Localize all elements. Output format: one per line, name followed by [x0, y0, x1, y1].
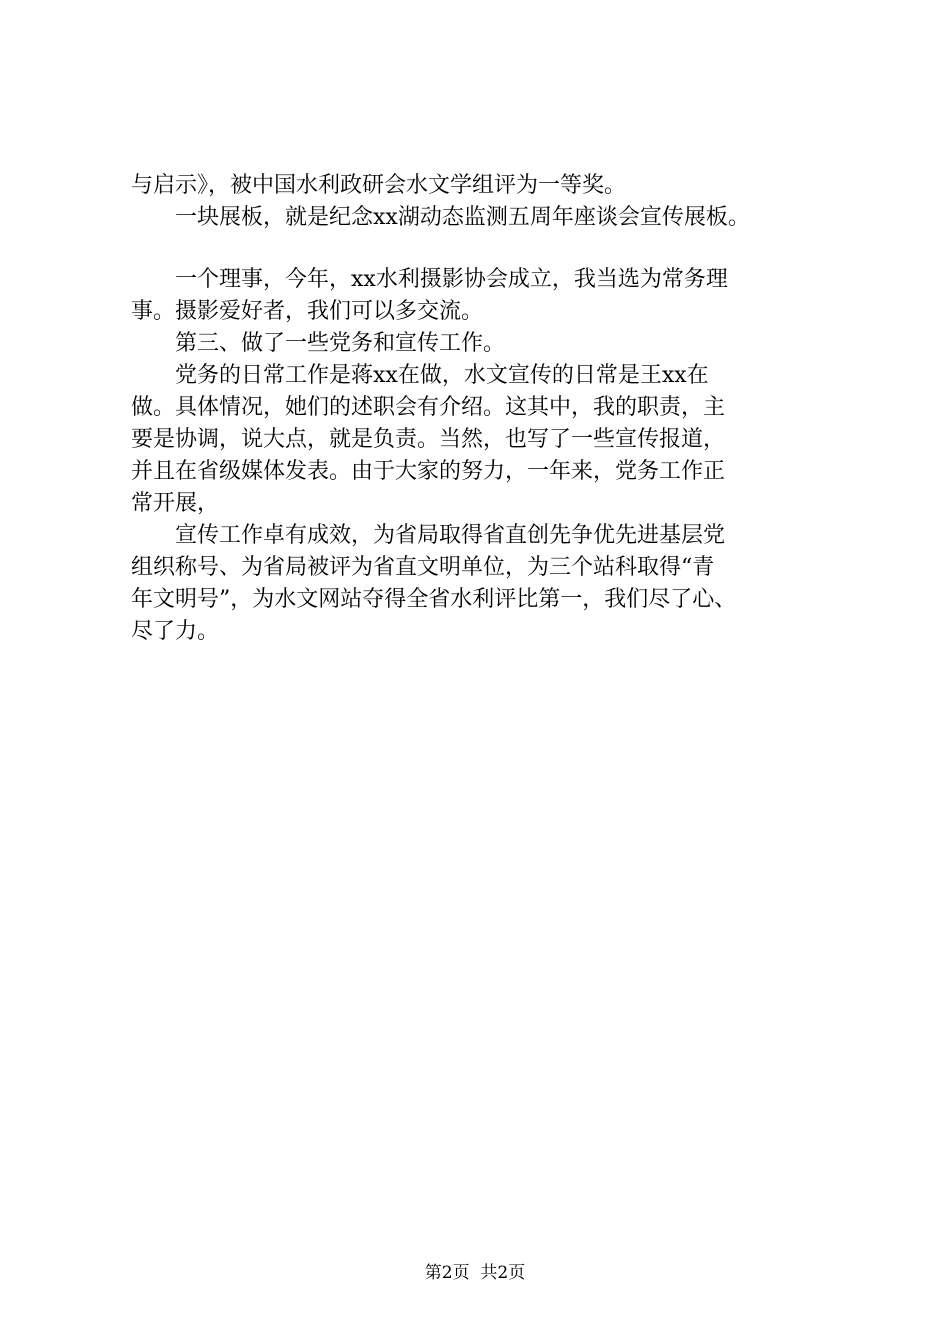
text-line: 第三、做了一些党务和宣传工作。: [131, 331, 506, 356]
text-line: 常开展，: [131, 491, 220, 516]
text-line: 要是协调，说大点，就是负责。当然，也写了一些宣传报道，: [131, 427, 726, 452]
text-line: 年文明号”，为水文网站夺得全省水利评比第一，我们尽了心、: [131, 587, 737, 612]
text-line: 事。摄影爱好者，我们可以多交流。: [131, 299, 484, 324]
text-line: 与启示》，被中国水利政研会水文学组评为一等奖。: [131, 173, 627, 198]
body-text: [131, 170, 841, 648]
text-line: 宣传工作卓有成效，为省局取得省直创先争优先进基层党: [131, 523, 726, 548]
page-footer: 第2页 共2页: [424, 1263, 526, 1283]
text-line: 做。具体情况，她们的述职会有介绍。这其中，我的职责，主: [131, 395, 726, 420]
text-line: 一块展板，就是纪念xx湖动态监测五周年座谈会宣传展板。: [131, 205, 750, 230]
text-line: 尽了力。: [131, 619, 220, 644]
text-line: 一个理事，今年，xx水利摄影协会成立，我当选为常务理: [131, 267, 728, 292]
text-line: 党务的日常工作是蒋xx在做，水文宣传的日常是王xx在: [131, 363, 709, 388]
paragraph-gap: [131, 234, 841, 264]
text-line: 组织称号、为省局被评为省直文明单位，为三个站科取得“青: [131, 555, 715, 580]
text-line: 并且在省级媒体发表。由于大家的努力，一年来，党务工作正: [131, 459, 726, 484]
